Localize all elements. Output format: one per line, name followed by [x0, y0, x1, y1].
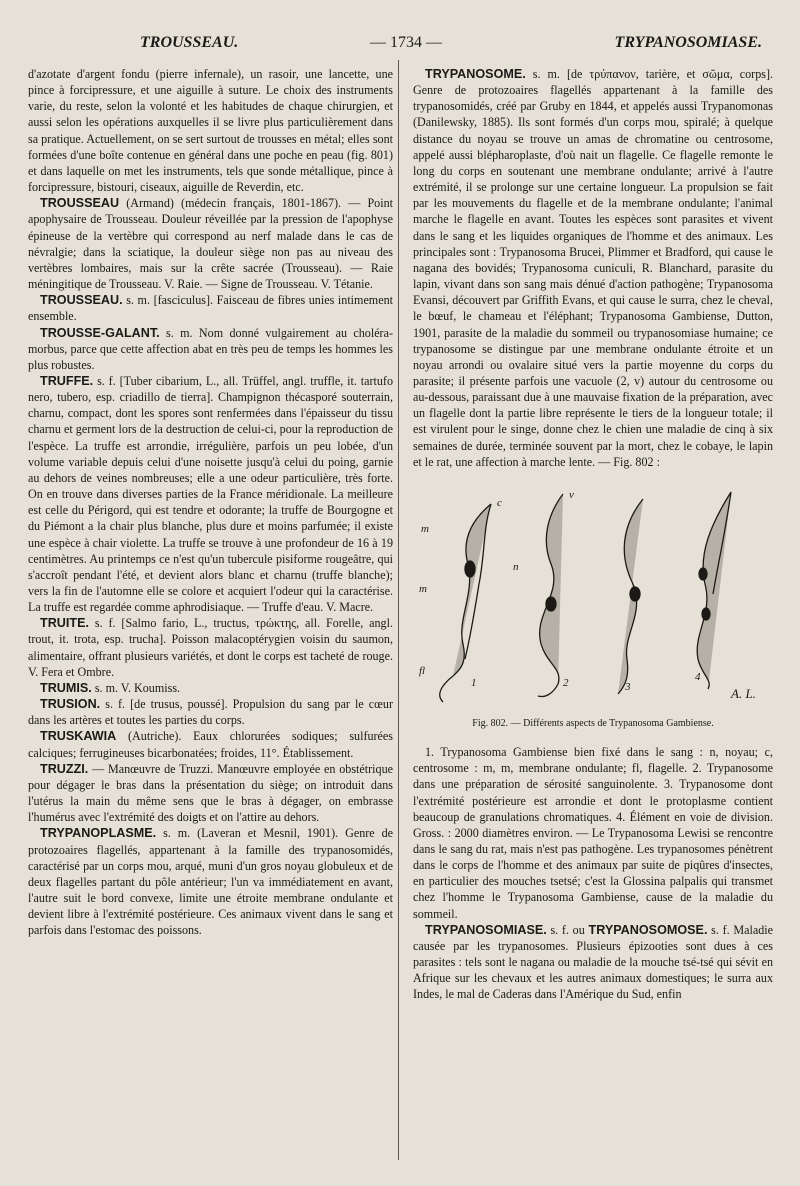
- trypanosome-1-nucleus: [465, 561, 475, 577]
- entry-text: 1. Trypanosoma Gambiense bien fixé dans le sang : n, noyau; c, centrosome : m, m, membrane ondulante; fl, flagelle. 2. Trypanosome dans une préparation de sérosité sanguinolente. 3. Trypanosome dont l'extrémité postérieure est arrondie et dont le protoplasme contient beaucoup de granulations chromatiques. 4. Élément en voie de division. Gross. : 2000 diamètres environ. — Le Trypanosoma Lewisi se rencontre dans le sang du rat, mais n'est pas pathogène. Les trypanosomes pénètrent dans le corps de l'homme et des animaux par suite de piqûres d'insectes, en particulier des mouches tsetsé; c'est la Glossina palpalis qui transmet chez l'homme le Trypanosoma Gambiense, cause de la maladie du sommeil.: [413, 745, 773, 921]
- entry-trumis: [28, 680, 393, 696]
- entry-text: (Armand) (médecin français, 1801-1867). — Point apophysaire de Trousseau. Douleur réveillée par la pression de l'apophyse épineuse de la vertèbre qui correspond au nerf malade dans le cas de névralgie; dans la sciatique, la douleur siège non pas au niveau des vertèbres lombaires, mais sur la crête sacrée (Trousseau). — Raie méningitique de Trousseau. V. Raie. — Signe de Trousseau. V. Tétanie.: [28, 196, 393, 292]
- label-4: 4: [695, 670, 701, 683]
- trypanosome-2-nucleus: [546, 597, 556, 611]
- left-column: [28, 66, 393, 1166]
- entry-trypanoplasme: [28, 825, 393, 938]
- entry-trousseau-continued: [28, 66, 393, 195]
- entry-trypanosomiase: [413, 922, 773, 1003]
- headword: TRUSKAWIA: [40, 729, 117, 744]
- header-left-word: TROUSSEAU.: [140, 34, 239, 51]
- entry-trypanosome: [413, 66, 773, 470]
- label-c: c: [497, 496, 502, 509]
- headword: TROUSSE-GALANT.: [40, 325, 160, 340]
- entry-truskawia: [28, 728, 393, 760]
- headword: TRYPANOSOMOSE.: [588, 922, 708, 937]
- entry-truite: [28, 615, 393, 680]
- entry-text: — Manœuvre de Truzzi. Manœuvre employée en obstétrique pour dégager le bras dans la présentation du siège; on introduit dans l'utérus la main du même sens que le bras à dégager, on embrasse l'humérus avec l'extrémité des doigts et on l'attire au dehors.: [28, 761, 393, 825]
- trypanosome-illustration: [413, 484, 769, 714]
- page-number: — 1734 —: [370, 34, 442, 51]
- entry-text: s. m. [fasciculus]. Faisceau de fibres unies intimement ensemble.: [28, 293, 393, 324]
- column-divider: [398, 60, 399, 1160]
- page-header: [20, 34, 780, 58]
- trypanosome-4-nucleus-b: [702, 608, 710, 620]
- right-column: [413, 66, 773, 1166]
- label-3: 3: [625, 680, 631, 693]
- headword: TRYPANOSOMIASE.: [425, 922, 547, 937]
- entry-text: s. f. Maladie causée par les trypanosomes. Plusieurs épizooties sont dues à ces parasites : tels sont le nagana ou maladie de la mouche tsé-tsé qui sévit en Afrique sur les chevaux et les autres animaux domestiques; le surra aux Indes, le mal de Caderas dans l'Amérique du Sud, enfin: [413, 922, 773, 1002]
- entry-trousse-galant: [28, 325, 393, 373]
- trypanosome-2-body: [540, 494, 563, 684]
- entry-text: s. f. [de trusus, poussé]. Propulsion du sang par le cœur dans les artères et toutes les parties du corps.: [28, 697, 393, 728]
- label-v: v: [569, 488, 574, 501]
- headword: TROUSSEAU: [40, 196, 120, 211]
- headword: TRUITE.: [40, 616, 89, 631]
- headword: TRUSION.: [40, 697, 101, 712]
- entry-text: (Autriche). Eaux chlorurées sodiques; sulfurées calciques; ferrugineuses bicarbonatées; froides, 11°. Établissement.: [28, 729, 393, 760]
- entry-text: s. m. V. Koumiss.: [94, 680, 181, 695]
- trypanosome-1-flagellum: [440, 676, 453, 702]
- label-m-1: m: [421, 522, 429, 535]
- entry-truzzi: [28, 761, 393, 826]
- label-fl: fl: [419, 664, 426, 677]
- headword: TRUMIS.: [40, 680, 92, 695]
- entry-trusion: [28, 696, 393, 728]
- headword: TRUZZI.: [40, 761, 89, 776]
- figure-caption: Fig. 802. — Différents aspects de Trypanosoma Gambiense.: [472, 717, 714, 729]
- trypanosome-4-nucleus-a: [699, 568, 707, 580]
- entry-text: d'azotate d'argent fondu (pierre infernale), un rasoir, une lancette, une pince à forcipressure, et une aiguille à suture. Le choix des instruments varie, du reste, selon la volonté et les habitudes de chaque chirurgien, et aussi selon les opérations auxquelles il se livre plus particulièrement dans sa pratique. Actuellement, on se sert surtout de trousses en métal; elles sont formées d'une boîte contenue en général dans une poche en peau (fig. 801) et dans laquelle on met les instruments, tels que sonde métallique, pince à forcipressure, bistouri, ciseaux, aiguille de Reverdin, etc.: [28, 67, 393, 195]
- entry-text: s. m. (Laveran et Mesnil, 1901). Genre de protozoaires flagellés, appartenant à la famille des trypanosomidés, caractérisé par un corps mou, arqué, muni d'un gros noyau globuleux et de deux flagelles partant du pôle antérieur; l'un va immédiatement en avant, l'autre suit le bord convexe, limite une étroite membrane ondulante et devient libre à l'extrémité postérieure. Ces animaux vivent dans le sang et parfois dans l'estomac des poissons.: [28, 826, 393, 938]
- entry-text: s. f. ou: [550, 922, 585, 937]
- label-2: 2: [563, 676, 569, 689]
- figure-802: [413, 484, 773, 732]
- entry-trousseau-armand: [28, 195, 393, 292]
- headword: TROUSSEAU.: [40, 293, 123, 308]
- header-right-word: TRYPANOSOMIASE.: [614, 34, 762, 51]
- artist-signature: A. L.: [731, 685, 756, 701]
- label-1: 1: [471, 676, 477, 689]
- entry-text: s. m. Nom donné vulgairement au choléra-morbus, parce que cette affection abat en très peu de temps les hommes les plus robustes.: [28, 325, 393, 372]
- headword: TRUFFE.: [40, 373, 94, 388]
- entry-text: s. m. [de τρύπανον, tarière, et σῶμα, corps]. Genre de protozoaires flagellés appartenant à la famille des trypanosomidés, créé par Gruby en 1844, et appelés aussi Trypanomonas (Danilewsky, 1885). Ils sont formés d'un corps mou, spiralé; à quelque distance du noyau se trouve un amas de chromatine ou centrosome, appelé aussi blépharoplaste, d'où nait un flagelle. Ce flagelle remonte le long du corps en soutenant une membrane ondulante; arrivé à l'autre extrémité, il se prolonge sur une certaine longueur. La propulsion se fait par les mouvements du flagelle et de la membrane ondulante; l'animal marche le flagelle en avant. Toutes les espèces sont parasites et vivent dans le sang et les liquides organiques de l'homme et des animaux. Les principales sont : Trypanosoma Brucei, Plimmer et Bradford, qui cause le nagana des bovidés; Trypanosoma cuniculi, R. Blanchard, parasite du lapin, vivant dans son sang mais dénué d'action pathogène; Trypanosoma Evansi, découvert par Griffith Evans, et qui cause le surra, chez le cheval, le bœuf, le chameau et l'éléphant; Trypanosoma Gambiense, Dutton, 1901, parasite de la maladie du sommeil ou trypanosomiase humaine; ce trypanosome se distingue par une membrane ondulante étroite et un noyau arrondi ou ovalaire situé vers la partie moyenne du corps du parasite; il présente parfois une vacuole (2, v) autour du centrosome ou au-dessous, paraissant due à une mauvaise fixation de la préparation, avec un flagelle dont la partie libre représente le tiers de la longueur totale; il est virulent pour le singe, donne chez le chien une maladie de cinq à six semaines de durée, terminée souvent par la mort, chez le cobaye, le lapin et le rat, une affection à marche lente. — Fig. 802 :: [413, 67, 773, 469]
- label-m-2: m: [419, 582, 427, 595]
- entry-text: s. f. [Salmo fario, L., tructus, τρώκτης, all. Forelle, angl. trout, it. trota, esp. trucha]. Poisson malacoptérygien voisin du saumon, alimentaire, offrant plusieurs variétés, et dont le corps est tacheté de rouge. V. Fera et Ombre.: [28, 616, 393, 679]
- label-n: n: [513, 560, 519, 573]
- headword: TRYPANOSOME.: [425, 67, 526, 81]
- trypanosome-2-flagellum: [538, 684, 558, 697]
- entry-text: s. f. [Tuber cibarium, L., all. Trüffel, angl. truffle, it. tartufo nero, tubero, esp. criadillo de tierra]. Champignon thécasporé souterrain, charnu, compact, dont les spores sont renfermées dans l'épaisseur du tissu charnu et germent lors de la destruction de celui-ci, pour la reproduction de l'espèce. La truffe est arrondie, irrégulière, parfois un peu lobée, d'un volume variable depuis celui d'une noisette jusqu'à celui du poing, garnie au dehors de veines nombreuses; elle a une odeur particulière, très forte. On en trouve dans diverses parties de la France méridionale. La meilleure est celle du Périgord, qui est tendre et odorante; la truffe de Bourgogne et du Piémont a la chair plus blanche, plus dure et moins parfumée; il existe une espèce à chair violette. La truffe se trouve à une profondeur de 16 à 19 centimètres. Au printemps ce n'est qu'un tubercule pisiforme rougeâtre, qui s'accroît pendant l'été, et devient alors blanc et charnu (truffe blanche); vers la fin de l'automne elle se colore et acquiert l'odeur qui la caractérise. La truffe est regardée comme aphrodisiaque. — Truffe d'eau. V. Macre.: [28, 373, 393, 615]
- trypanosome-3-nucleus: [630, 587, 640, 601]
- headword: TRYPANOPLASME.: [40, 826, 157, 841]
- figure-legend: [413, 744, 773, 922]
- entry-trousseau-fasciculus: [28, 292, 393, 324]
- entry-truffe: [28, 373, 393, 615]
